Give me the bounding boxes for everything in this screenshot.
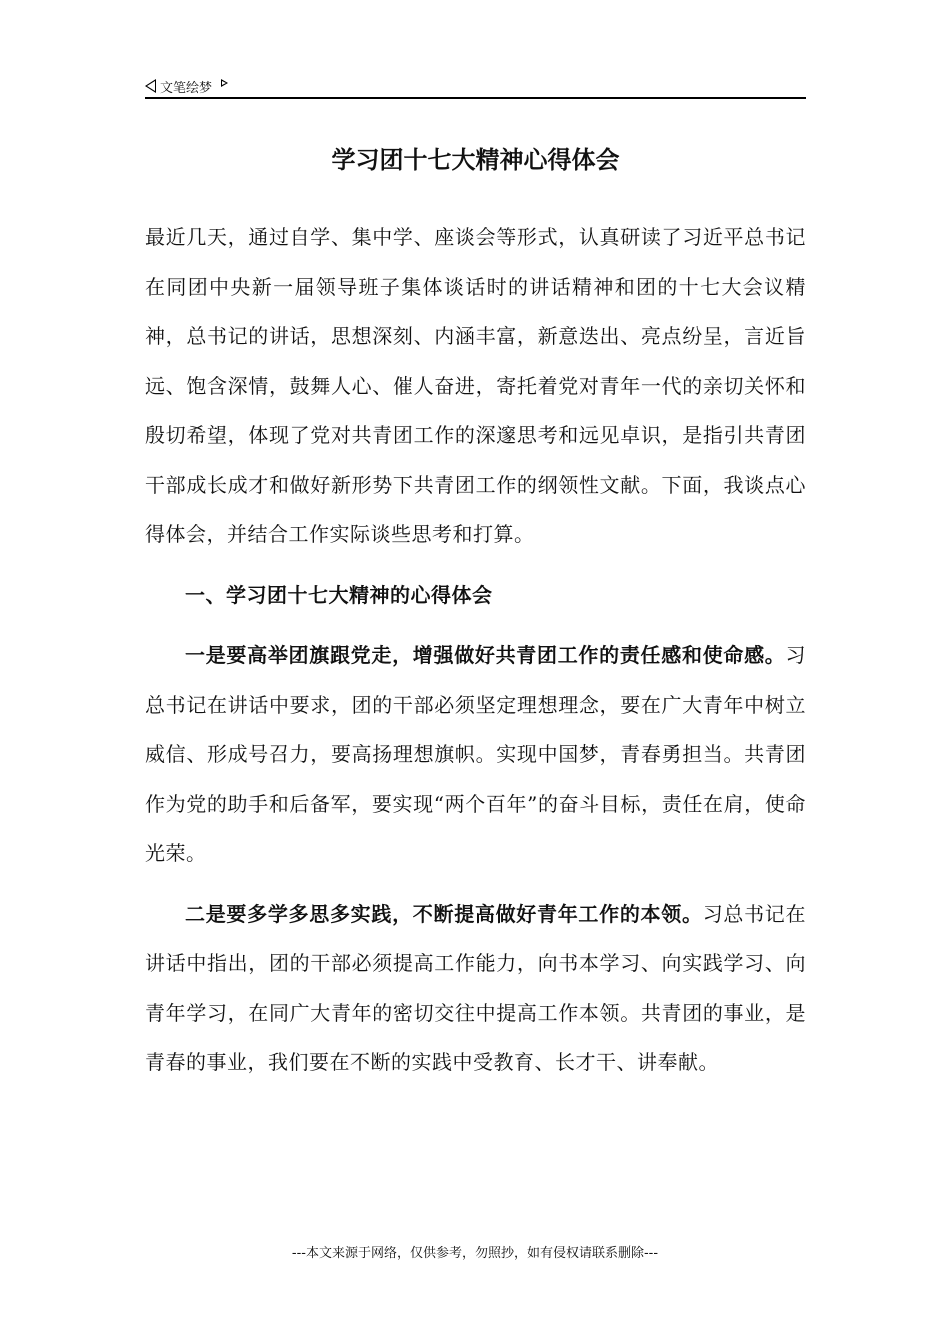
point-lead-1: 一是要高举团旗跟党走，增强做好共青团工作的责任感和使命感。 [185, 643, 786, 667]
document-title: 学习团十七大精神心得体会 [331, 146, 620, 174]
point-paragraph-1 [145, 631, 806, 879]
intro-paragraph: 最近几天，通过自学、集中学、座谈会等形式，认真研读了习近平总书记在同团中央新一届领导班子集体谈话时的讲话精神和团的十七大会议精神，总书记的讲话，思想深刻、内涵丰富，新意迭出、亮点纷呈，言近旨远、饱含深情，鼓舞人心、催人奋进，寄托着党对青年一代的亲切关怀和殷切希望，体现了党对共青团工作的深邃思考和远见卓识，是指引共青团干部成长成才和做好新形势下共青团工作的纲领性文献。下面，我谈点心得体会，并结合工作实际谈些思考和打算。 [145, 225, 806, 546]
point-paragraph-2 [145, 890, 806, 1088]
point-lead-2: 二是要多学多思多实践，不断提高做好青年工作的本领。 [185, 901, 703, 926]
document-body [145, 213, 806, 1088]
page-header [145, 74, 806, 98]
triangle-left-icon [145, 79, 156, 93]
footer-notice: ---本文来源于网络，仅供参考，勿照抄，如有侵权请联系删除--- [291, 1246, 659, 1261]
brand-label: 文笔绘梦 [160, 80, 213, 96]
point-body-2: 习总书记在讲话中指出，团的干部必须提高工作能力，向书本学习、向实践学习、向青年学习，在同广大青年的密切交往中提高工作本领。共青团的事业，是青春的事业，我们要在不断的实践中受教育、长才干、讲奉献。 [145, 901, 807, 1074]
header-divider [145, 97, 806, 99]
triangle-right-icon [221, 79, 228, 87]
point-body-1: 习总书记在讲话中要求，团的干部必须坚定理想理念，要在广大青年中树立威信、形成号召力，要高扬理想旗帜。实现中国梦，青春勇担当。共青团作为党的助手和后备军，要实现“两个百年”的奋斗目标，责任在肩，使命光荣。 [145, 643, 806, 865]
section-heading: 一、学习团十七大精神的心得体会 [185, 582, 493, 607]
